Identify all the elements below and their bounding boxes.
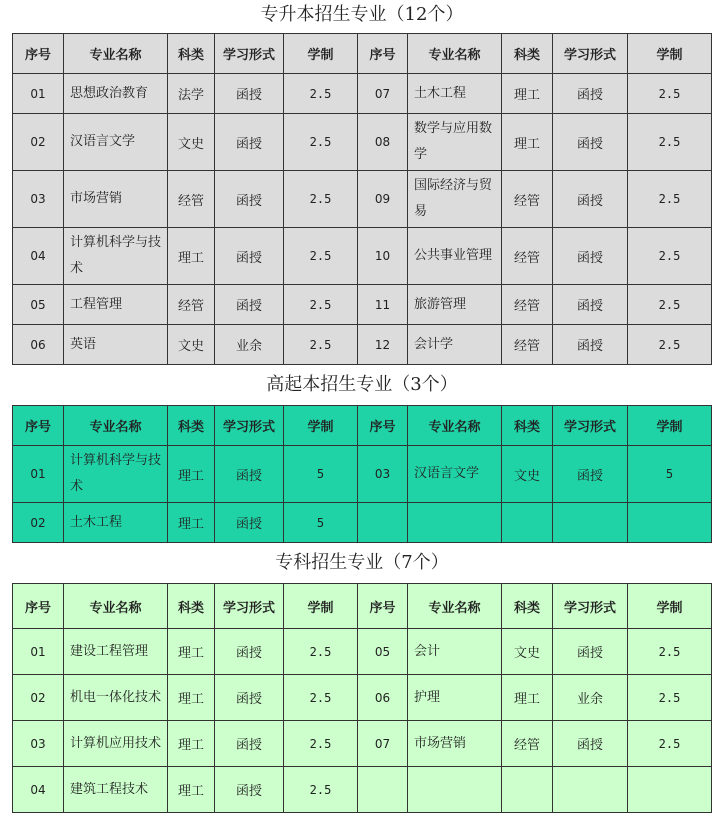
table-row: [13, 446, 712, 503]
cell-name: [408, 503, 502, 543]
table-row: [13, 503, 712, 543]
section-title-highschool-to-bachelor: 高起本招生专业（3个）: [266, 374, 458, 395]
cell-years: 2.5: [284, 629, 358, 675]
cell-type: 理工: [168, 503, 215, 543]
cell-name: 旅游管理: [408, 285, 502, 325]
cell-years: 5: [284, 503, 358, 543]
header-years: 学制: [284, 584, 358, 629]
header-years: 学制: [284, 34, 358, 74]
cell-no: 05: [358, 629, 408, 675]
cell-type: 理工: [502, 74, 553, 114]
cell-no: 02: [13, 114, 64, 171]
cell-no: 01: [13, 446, 64, 503]
cell-name: 土木工程: [408, 74, 502, 114]
header-no: 序号: [358, 34, 408, 74]
cell-type: [502, 767, 553, 813]
cell-name: 建筑工程技术: [64, 767, 168, 813]
cell-years: 2.5: [284, 767, 358, 813]
cell-mode: 函授: [215, 171, 284, 228]
cell-no: 06: [358, 675, 408, 721]
associate-majors-table: [12, 583, 712, 813]
table-row: [13, 675, 712, 721]
header-no: 序号: [13, 34, 64, 74]
cell-type: 文史: [502, 446, 553, 503]
cell-no: 08: [358, 114, 408, 171]
cell-name: 国际经济与贸易: [408, 171, 502, 228]
cell-mode: 函授: [553, 228, 628, 285]
cell-mode: 业余: [553, 675, 628, 721]
cell-mode: 函授: [553, 325, 628, 365]
header-name: 专业名称: [64, 34, 168, 74]
cell-years: 2.5: [284, 325, 358, 365]
cell-mode: 函授: [553, 171, 628, 228]
cell-mode: 函授: [553, 446, 628, 503]
cell-mode: 业余: [215, 325, 284, 365]
highschool-bachelor-table: [12, 405, 712, 543]
cell-type: 经管: [168, 171, 215, 228]
table-row: [13, 228, 712, 285]
section-title-upgrade: 专升本招生专业（12个）: [260, 4, 464, 25]
cell-mode: [553, 767, 628, 813]
cell-years: 2.5: [628, 629, 712, 675]
cell-type: 文史: [502, 629, 553, 675]
table-row: [13, 767, 712, 813]
cell-no: 06: [13, 325, 64, 365]
cell-years: 2.5: [628, 721, 712, 767]
cell-no: 03: [358, 446, 408, 503]
table-header-row: [13, 34, 712, 74]
cell-years: 2.5: [284, 171, 358, 228]
cell-name: 计算机应用技术: [64, 721, 168, 767]
cell-years: 5: [628, 446, 712, 503]
header-years: 学制: [628, 584, 712, 629]
cell-type: 经管: [502, 721, 553, 767]
header-type: 科类: [502, 584, 553, 629]
cell-type: 理工: [502, 675, 553, 721]
cell-no: 04: [13, 228, 64, 285]
cell-mode: 函授: [215, 285, 284, 325]
cell-type: 经管: [502, 171, 553, 228]
table-row: [13, 721, 712, 767]
cell-name: 会计: [408, 629, 502, 675]
cell-type: 文史: [168, 325, 215, 365]
header-type: 科类: [168, 584, 215, 629]
cell-years: 2.5: [628, 228, 712, 285]
cell-type: 理工: [168, 675, 215, 721]
header-type: 科类: [502, 406, 553, 446]
cell-no: 09: [358, 171, 408, 228]
header-no: 序号: [358, 584, 408, 629]
header-mode: 学习形式: [215, 584, 284, 629]
cell-name: 英语: [64, 325, 168, 365]
cell-type: 经管: [168, 285, 215, 325]
header-mode: 学习形式: [553, 34, 628, 74]
cell-name: 市场营销: [408, 721, 502, 767]
cell-name: 机电一体化技术: [64, 675, 168, 721]
cell-name: 市场营销: [64, 171, 168, 228]
cell-name: 数学与应用数学: [408, 114, 502, 171]
header-mode: 学习形式: [553, 584, 628, 629]
cell-type: 理工: [168, 629, 215, 675]
cell-no: 03: [13, 721, 64, 767]
section-title-associate: 专科招生专业（7个）: [275, 552, 449, 573]
cell-name: 汉语言文学: [408, 446, 502, 503]
table-row: [13, 629, 712, 675]
header-years: 学制: [284, 406, 358, 446]
cell-type: 文史: [168, 114, 215, 171]
cell-no: 02: [13, 503, 64, 543]
cell-name: 计算机科学与技术: [64, 446, 168, 503]
cell-name: [408, 767, 502, 813]
cell-mode: 函授: [215, 721, 284, 767]
cell-name: 建设工程管理: [64, 629, 168, 675]
header-type: 科类: [168, 34, 215, 74]
cell-no: 02: [13, 675, 64, 721]
cell-mode: 函授: [553, 74, 628, 114]
cell-years: 2.5: [284, 675, 358, 721]
header-mode: 学习形式: [215, 34, 284, 74]
cell-years: 2.5: [284, 721, 358, 767]
cell-years: 5: [284, 446, 358, 503]
header-name: 专业名称: [408, 584, 502, 629]
cell-years: 2.5: [628, 675, 712, 721]
cell-mode: 函授: [215, 629, 284, 675]
cell-type: 理工: [168, 228, 215, 285]
header-no: 序号: [358, 406, 408, 446]
cell-no: 01: [13, 629, 64, 675]
cell-name: 思想政治教育: [64, 74, 168, 114]
cell-no: 07: [358, 74, 408, 114]
cell-name: 计算机科学与技术: [64, 228, 168, 285]
cell-mode: 函授: [553, 114, 628, 171]
cell-type: 理工: [168, 767, 215, 813]
cell-no: 12: [358, 325, 408, 365]
cell-name: 护理: [408, 675, 502, 721]
header-years: 学制: [628, 406, 712, 446]
cell-mode: 函授: [215, 228, 284, 285]
upgrade-majors-table: [12, 33, 712, 365]
header-no: 序号: [13, 584, 64, 629]
cell-no: 05: [13, 285, 64, 325]
cell-no: 01: [13, 74, 64, 114]
cell-years: 2.5: [284, 285, 358, 325]
cell-mode: 函授: [215, 503, 284, 543]
cell-type: 理工: [502, 114, 553, 171]
cell-name: 工程管理: [64, 285, 168, 325]
cell-years: 2.5: [284, 228, 358, 285]
cell-no: [358, 503, 408, 543]
table-row: [13, 114, 712, 171]
header-name: 专业名称: [64, 406, 168, 446]
cell-years: [628, 503, 712, 543]
header-type: 科类: [502, 34, 553, 74]
table-header-row: [13, 584, 712, 629]
cell-years: 2.5: [284, 74, 358, 114]
cell-type: 理工: [168, 721, 215, 767]
cell-name: 土木工程: [64, 503, 168, 543]
cell-no: 07: [358, 721, 408, 767]
header-no: 序号: [13, 406, 64, 446]
header-mode: 学习形式: [215, 406, 284, 446]
cell-type: 法学: [168, 74, 215, 114]
cell-mode: [553, 503, 628, 543]
cell-type: 经管: [502, 228, 553, 285]
table-row: [13, 325, 712, 365]
cell-type: 经管: [502, 325, 553, 365]
cell-name: 会计学: [408, 325, 502, 365]
cell-mode: 函授: [215, 446, 284, 503]
header-name: 专业名称: [408, 34, 502, 74]
cell-name: 公共事业管理: [408, 228, 502, 285]
cell-no: 11: [358, 285, 408, 325]
table-header-row: [13, 406, 712, 446]
table-row: [13, 171, 712, 228]
cell-years: 2.5: [628, 325, 712, 365]
header-name: 专业名称: [64, 584, 168, 629]
cell-type: [502, 503, 553, 543]
header-type: 科类: [168, 406, 215, 446]
cell-no: [358, 767, 408, 813]
cell-no: 03: [13, 171, 64, 228]
header-name: 专业名称: [408, 406, 502, 446]
cell-years: 2.5: [628, 74, 712, 114]
cell-years: 2.5: [628, 171, 712, 228]
cell-no: 10: [358, 228, 408, 285]
cell-type: 经管: [502, 285, 553, 325]
cell-mode: 函授: [215, 675, 284, 721]
cell-mode: 函授: [553, 721, 628, 767]
cell-mode: 函授: [553, 285, 628, 325]
cell-mode: 函授: [215, 114, 284, 171]
cell-mode: 函授: [553, 629, 628, 675]
cell-mode: 函授: [215, 767, 284, 813]
header-years: 学制: [628, 34, 712, 74]
cell-years: 2.5: [628, 285, 712, 325]
cell-years: 2.5: [284, 114, 358, 171]
cell-name: 汉语言文学: [64, 114, 168, 171]
cell-mode: 函授: [215, 74, 284, 114]
cell-no: 04: [13, 767, 64, 813]
table-row: [13, 285, 712, 325]
table-row: [13, 74, 712, 114]
cell-type: 理工: [168, 446, 215, 503]
header-mode: 学习形式: [553, 406, 628, 446]
cell-years: 2.5: [628, 114, 712, 171]
cell-years: [628, 767, 712, 813]
